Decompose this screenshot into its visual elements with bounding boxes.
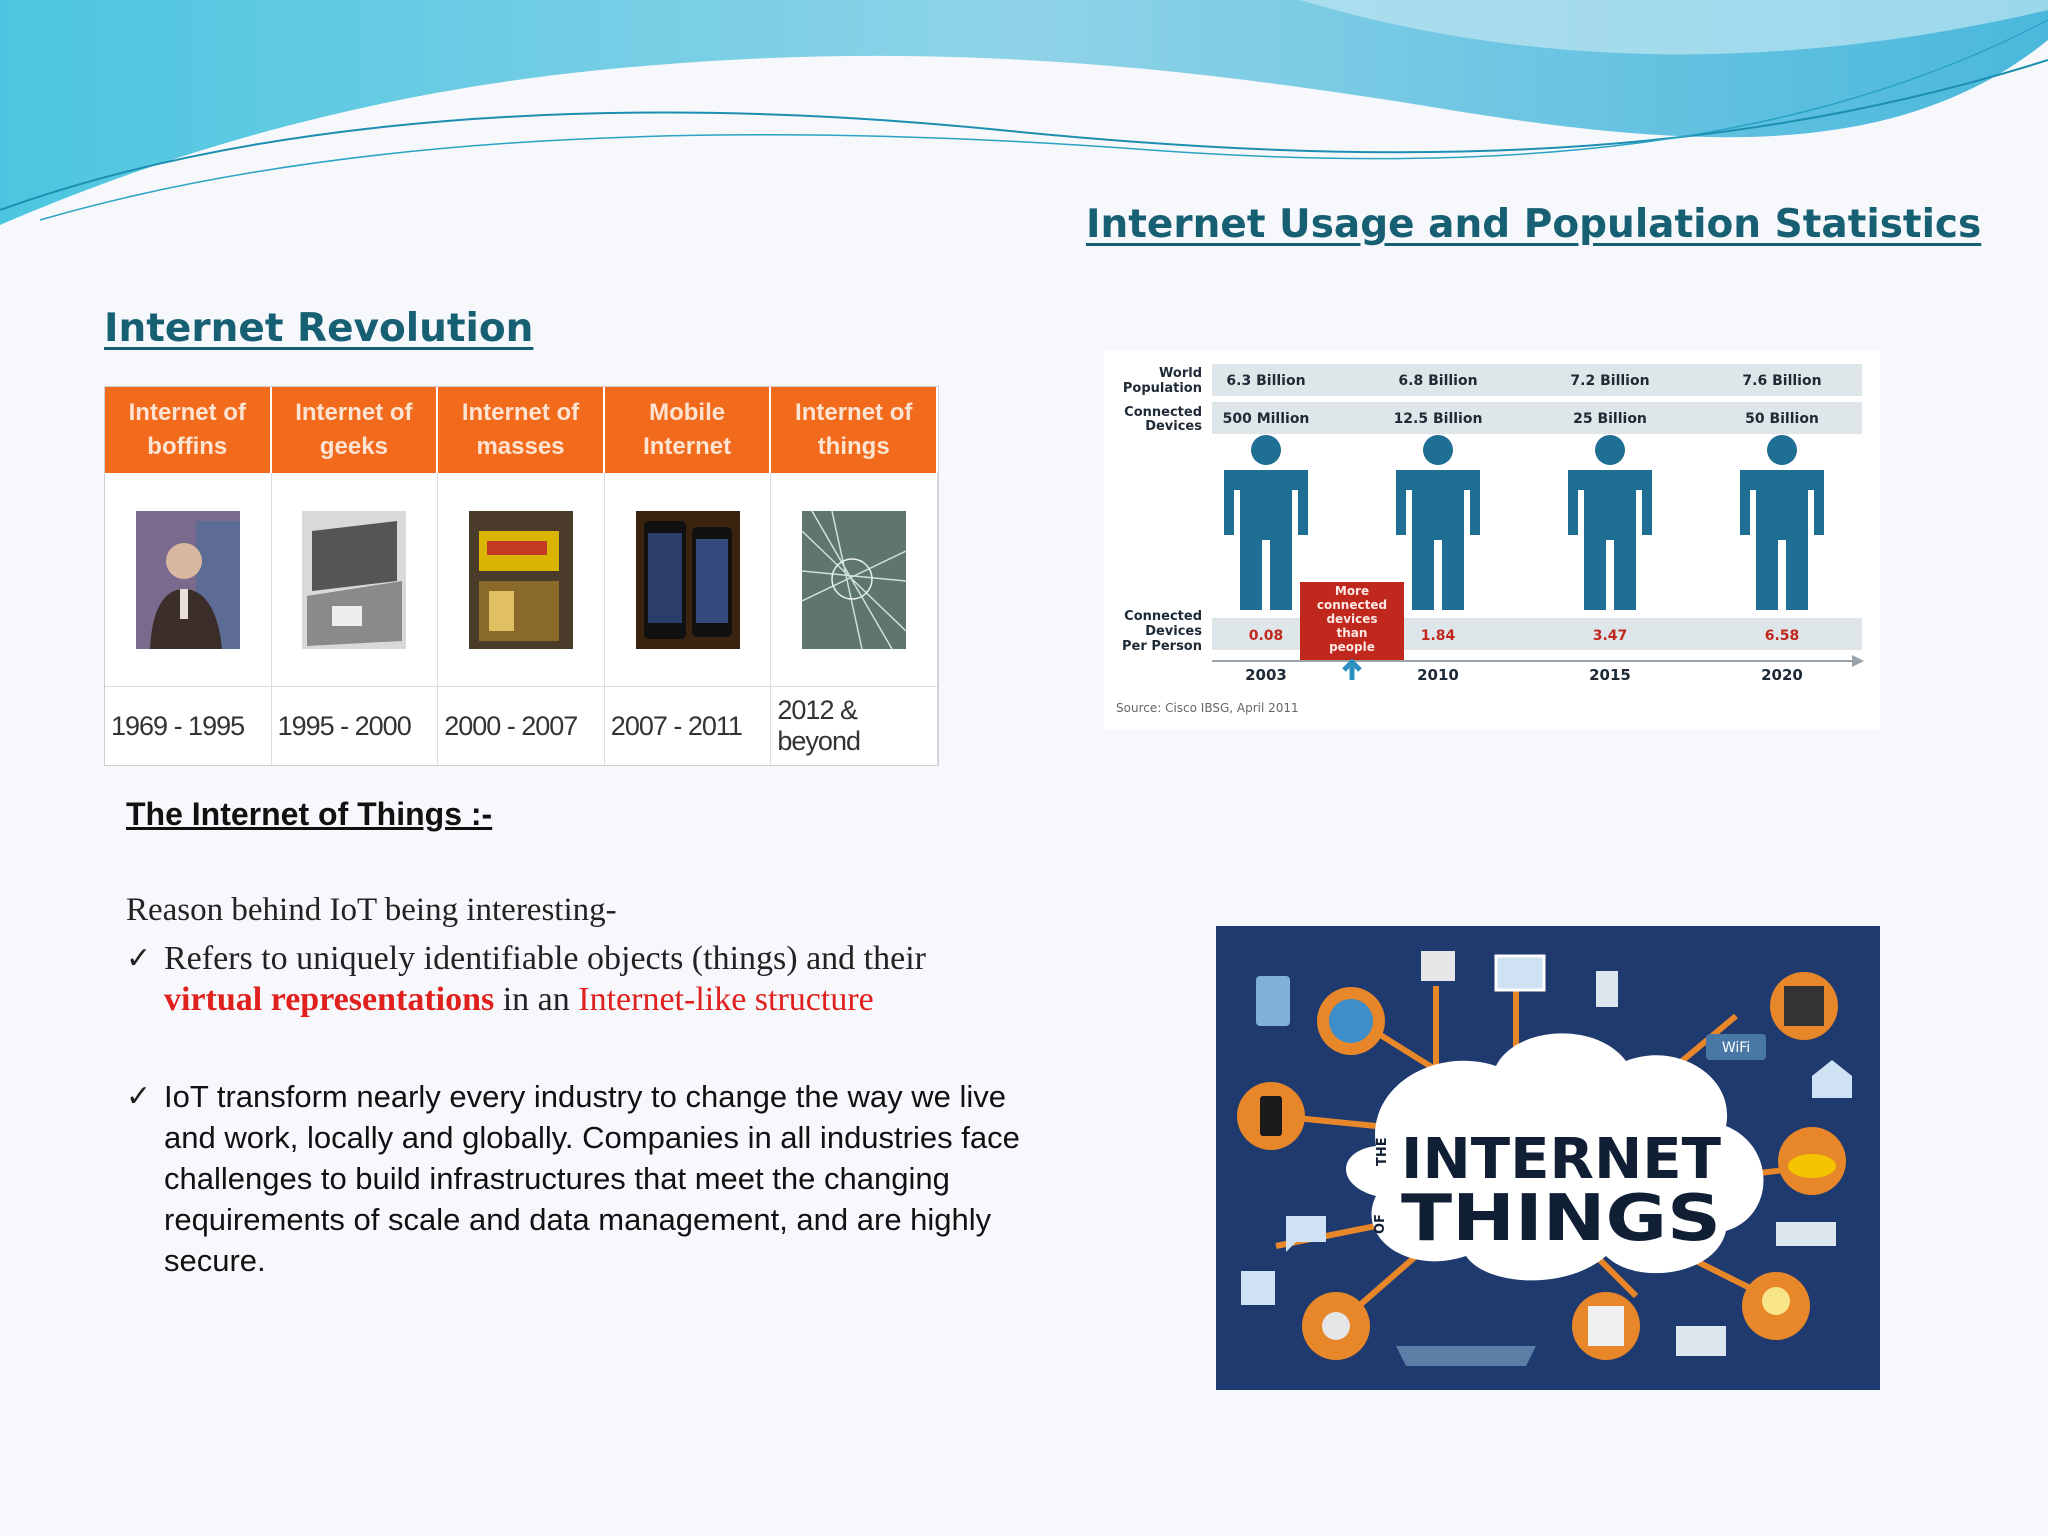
person-body-icon <box>1224 470 1308 610</box>
row-label-world: World <box>1159 366 1202 381</box>
devices-value: 50 Billion <box>1745 411 1819 427</box>
cloud-text-of: OF <box>1373 1214 1388 1234</box>
callout-arrow-icon <box>1344 662 1360 680</box>
source-note: Source: Cisco IBSG, April 2011 <box>1116 701 1299 715</box>
devices-value: 25 Billion <box>1573 411 1647 427</box>
check-icon: ✓ <box>126 1079 152 1114</box>
internet-revolution-table <box>104 386 939 766</box>
callout-line-2: connected <box>1316 598 1388 612</box>
population-value: 7.2 Billion <box>1570 373 1650 389</box>
bullet-1-part2: in an <box>494 981 579 1018</box>
callout-line-4: than <box>1336 626 1368 640</box>
header-internet-of-boffins: Internet of boffins <box>105 387 272 473</box>
population-value: 6.8 Billion <box>1398 373 1478 389</box>
devices-value: 12.5 Billion <box>1393 411 1483 427</box>
person-body-icon <box>1740 470 1824 610</box>
person-head-icon <box>1251 435 1281 465</box>
rss-icon <box>1241 1271 1275 1305</box>
person-head-icon <box>1595 435 1625 465</box>
check-icon: ✓ <box>126 941 152 976</box>
population-statistics-infographic <box>1104 350 1880 730</box>
header-mobile-internet: Mobile Internet <box>605 387 772 473</box>
cloud-text-things: THINGS <box>1401 1182 1721 1256</box>
cloud-text-internet: INTERNET <box>1401 1127 1721 1192</box>
iot-subheading: The Internet of Things :- <box>126 796 493 832</box>
wifi-label: WiFi <box>1721 1040 1751 1056</box>
usage-statistics-title: Internet Usage and Population Statistics <box>1086 202 1982 247</box>
bullet-1-red: Internet-like structure <box>578 981 874 1018</box>
masses-photo-cell <box>438 473 605 687</box>
bullet-1-text <box>164 938 944 1020</box>
years-1995-2000: 1995 - 2000 <box>272 687 439 765</box>
stereo-icon <box>1776 1222 1836 1246</box>
callout-line-3: devices <box>1326 612 1378 626</box>
row-label-devices: Devices <box>1145 419 1202 434</box>
person-head-icon <box>1423 435 1453 465</box>
per-person-value: 0.08 <box>1248 628 1284 644</box>
per-person-value: 3.47 <box>1592 628 1628 644</box>
boffins-photo-cell <box>105 473 272 687</box>
callout-line-1: More <box>1334 584 1370 598</box>
row-label-per-person: Per Person <box>1122 639 1202 654</box>
bullet-2-text: IoT transform nearly every industry to change the way we live and work, locally and globally. Companies in all industries face challenges to build infrastructures that meet the changing requirements of scale and data management, and are highly secure. <box>164 1079 1020 1278</box>
devices-value: 500 Million <box>1222 411 1310 427</box>
printer-icon <box>1421 951 1455 981</box>
mobile-photo-cell <box>605 473 772 687</box>
row-label-pp-devices: Devices <box>1145 624 1202 639</box>
microwave-icon <box>1676 1326 1726 1356</box>
tablet-icon <box>1256 976 1290 1026</box>
row-label-pp-connected: Connected <box>1124 609 1202 624</box>
things-photo-cell <box>771 473 938 687</box>
statistics-chart <box>1104 350 1880 730</box>
row-label-population: Population <box>1122 381 1202 396</box>
header-internet-of-masses: Internet of masses <box>438 387 605 473</box>
bullet-1-bold-red: virtual representations <box>164 981 495 1018</box>
per-person-value: 6.58 <box>1764 628 1800 644</box>
population-value: 6.3 Billion <box>1226 373 1306 389</box>
laptop-icon <box>1496 956 1544 990</box>
header-internet-of-things: Internet of things <box>771 387 938 473</box>
internet-revolution-title: Internet Revolution <box>104 306 534 351</box>
cloud-text-the: THE <box>1375 1137 1390 1166</box>
hard-drive-icon <box>1596 971 1618 1007</box>
years-2012-beyond: 2012 & beyond <box>771 687 938 765</box>
row-label-connected: Connected <box>1124 405 1202 420</box>
year-label: 2020 <box>1761 666 1803 684</box>
smartphones-photo <box>636 511 740 649</box>
bullet-virtual-representations <box>126 938 1026 1020</box>
ship-icon <box>1396 1346 1536 1366</box>
years-1969-1995: 1969 - 1995 <box>105 687 272 765</box>
person-body-icon <box>1396 470 1480 610</box>
year-label: 2015 <box>1589 666 1631 684</box>
per-person-value: 1.84 <box>1420 628 1456 644</box>
population-value: 7.6 Billion <box>1742 373 1822 389</box>
years-2000-2007: 2000 - 2007 <box>438 687 605 765</box>
internet-cafe-photo <box>469 511 573 649</box>
bullet-1-part1: Refers to uniquely identifiable objects (things) and their <box>164 940 926 977</box>
bullet-iot-transform <box>126 1076 1026 1281</box>
internet-of-things-illustration <box>1216 926 1880 1390</box>
person-body-icon <box>1568 470 1652 610</box>
laptop-keyboard-photo <box>302 511 406 649</box>
person-head-icon <box>1767 435 1797 465</box>
callout-line-5: people <box>1329 640 1375 654</box>
geeks-photo-cell <box>272 473 439 687</box>
scientist-photo <box>136 511 240 649</box>
network-mesh-photo <box>802 511 906 649</box>
axis-arrow-icon <box>1852 655 1864 667</box>
years-2007-2011: 2007 - 2011 <box>605 687 772 765</box>
header-internet-of-geeks: Internet of geeks <box>272 387 439 473</box>
year-label: 2010 <box>1417 666 1459 684</box>
iot-intro: Reason behind IoT being interesting- <box>126 892 617 928</box>
year-label: 2003 <box>1245 666 1287 684</box>
